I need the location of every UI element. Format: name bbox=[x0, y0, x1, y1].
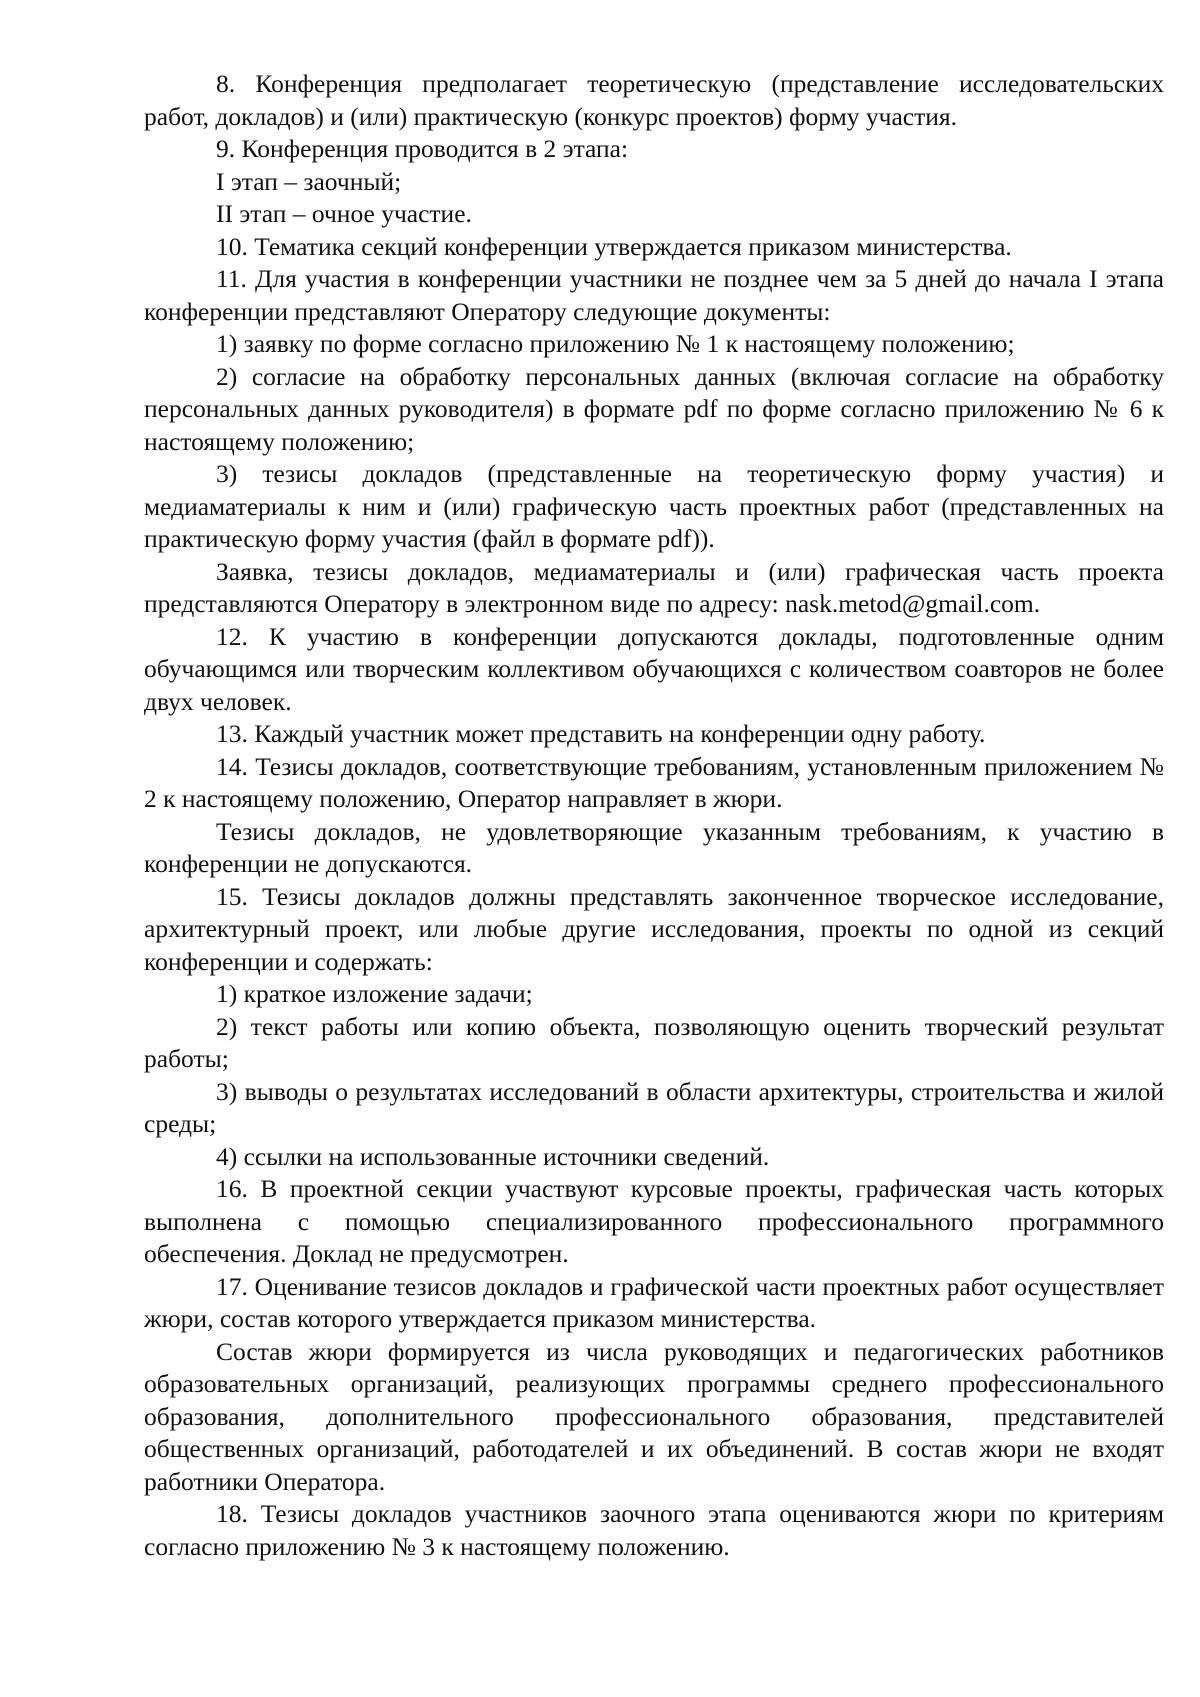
paragraph-item-13: 13. Каждый участник может представить на конференции одну работу. bbox=[216, 719, 986, 748]
document-page bbox=[144, 68, 1164, 1563]
paragraph-item-14-note: Тезисы докладов, не удовлетворяющие указанным требованиям, к участию в конференции не допускаются. bbox=[144, 816, 1164, 878]
paragraph-item-17: 17. Оценивание тезисов докладов и графической части проектных работ осуществляет жюри, состав которого утверждается приказом министерства. bbox=[144, 1271, 1164, 1333]
paragraph-item-18: 18. Тезисы докладов участников заочного этапа оцениваются жюри по критериям согласно приложению № 3 к настоящему положению. bbox=[144, 1499, 1164, 1561]
paragraph-item-12: 12. К участию в конференции допускаются доклады, подготовленные одним обучающимся или творческим коллективом обучающихся с количеством соавторов не более двух человек. bbox=[144, 621, 1164, 716]
paragraph-item-11-1: 1) заявку по форме согласно приложению № 1 к настоящему положению; bbox=[216, 329, 1015, 358]
paragraph-item-14: 14. Тезисы докладов, соответствующие требованиям, установленным приложением № 2 к настоящему положению, Оператор направляет в жюри. bbox=[144, 751, 1164, 813]
paragraph-item-15-1: 1) краткое изложение задачи; bbox=[216, 979, 533, 1008]
paragraph-stage-2: II этап – очное участие. bbox=[216, 199, 472, 228]
paragraph-stage-1: I этап – заочный; bbox=[216, 166, 402, 196]
paragraph-item-9: 9. Конференция проводится в 2 этапа: bbox=[216, 134, 629, 163]
paragraph-item-11: 11. Для участия в конференции участники не позднее чем за 5 дней до начала I этапа конференции представляют Оператору следующие документы: bbox=[144, 264, 1164, 326]
paragraph-item-10: 10. Тематика секций конференции утверждается приказом министерства. bbox=[216, 231, 1012, 261]
paragraph-item-8: 8. Конференция предполагает теоретическую (представление исследовательских работ, докладов) и (или) практическую (конкурс проектов) форму участия. bbox=[144, 69, 1164, 131]
paragraph-item-11-3: 3) тезисы докладов (представленные на теоретическую форму участия) и медиаматериалы к ним и (или) графическую часть проектных работ (представленных на практическую форму участия (файл в формате pdf)). bbox=[144, 459, 1164, 553]
paragraph-item-15-4: 4) ссылки на использованные источники сведений. bbox=[216, 1141, 770, 1171]
paragraph-submission: Заявка, тезисы докладов, медиаматериалы и (или) графическая часть проекта представляются Оператору в электронном виде по адресу: nask.metod@gmail.com. bbox=[144, 556, 1164, 618]
paragraph-item-15-2: 2) текст работы или копию объекта, позволяющую оценить творческий результат работы; bbox=[144, 1011, 1164, 1073]
paragraph-item-16: 16. В проектной секции участвуют курсовые проекты, графическая часть которых выполнена с помощью специализированного профессионального программного обеспечения. Доклад не предусмотрен. bbox=[144, 1174, 1164, 1268]
paragraph-item-15: 15. Тезисы докладов должны представлять законченное творческое исследование, архитектурный проект, или любые другие исследования, проекты по одной из секций конференции и содержать: bbox=[144, 881, 1164, 976]
paragraph-item-11-2: 2) согласие на обработку персональных данных (включая согласие на обработку персональных данных руководителя) в формате pdf по форме согласно приложению № 6 к настоящему положению; bbox=[144, 361, 1164, 456]
paragraph-item-15-3: 3) выводы о результатах исследований в области архитектуры, строительства и жилой среды; bbox=[144, 1076, 1164, 1138]
paragraph-jury-composition: Состав жюри формируется из числа руководящих и педагогических работников образовательных организаций, реализующих программы среднего профессионального образования, дополнительного профессионального образования, представителей общественных организаций, работодателей и их объединений. В состав жюри не входят работники Оператора. bbox=[144, 1336, 1164, 1496]
